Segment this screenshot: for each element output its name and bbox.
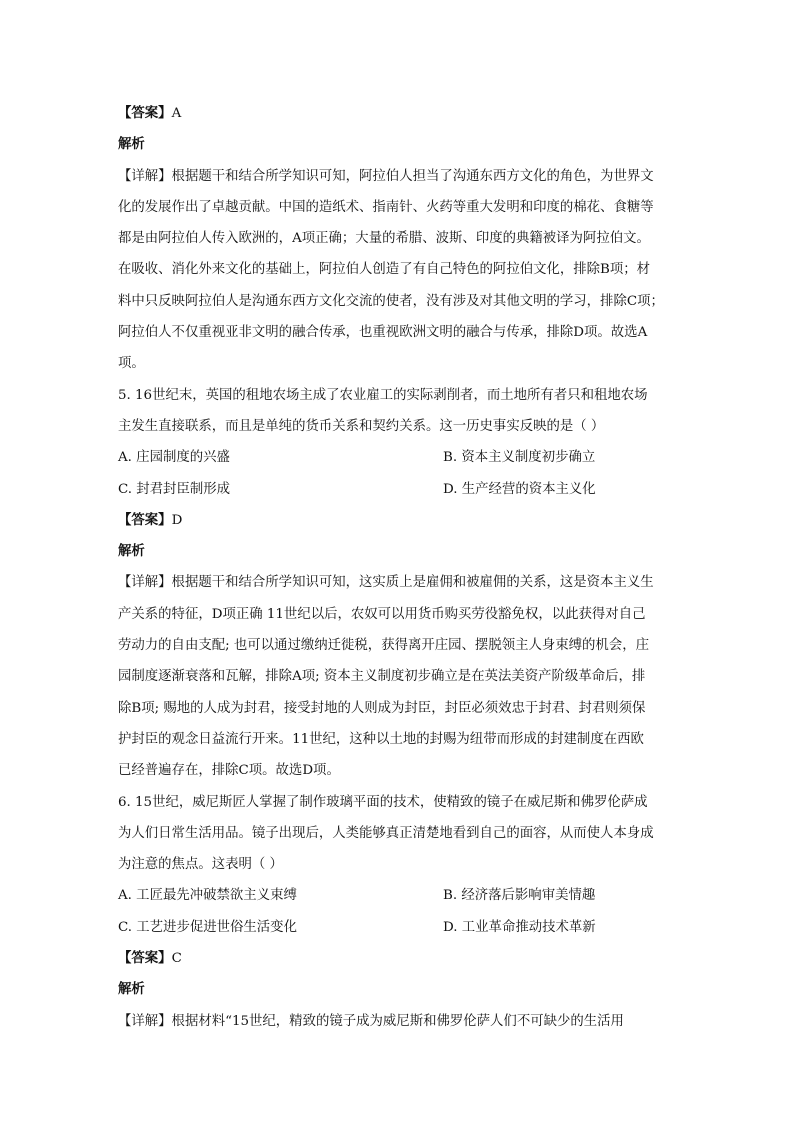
- options-row: [118, 880, 678, 911]
- detail-line: 在吸收、消化外来文化的基础上，阿拉伯人创造了有自己特色的阿拉伯文化，排除B项；材: [118, 262, 651, 278]
- answer-line: [118, 505, 678, 536]
- detail-line: 产关系的特征，D项正确 11世纪以后，农奴可以用货币购买劳役豁免权，以此获得对自己: [118, 606, 646, 622]
- document-page: [118, 98, 678, 1037]
- detail-line: 护封臣的观念日益流行开来。11世纪，这种以土地的封赐为纽带而形成的封建制度在西欧: [118, 731, 644, 747]
- question-5-line: 5. 16世纪末，英国的租地农场主成了农业雇工的实际剥削者，而土地所有者只和租地农场: [118, 387, 648, 403]
- answer-tag: 【答案】: [118, 950, 172, 967]
- answer-value: C: [171, 951, 182, 967]
- option-d: D. 生产经营的资本主义化: [443, 481, 596, 497]
- question-6-line: 为注意的焦点。这表明（ ）: [118, 857, 283, 873]
- detail-line: 【详解】根据题干和结合所学知识可知，阿拉伯人担当了沟通东西方文化的角色，为世界文: [118, 168, 654, 184]
- answer-tag: 【答案】: [118, 511, 172, 528]
- option-b: B. 资本主义制度初步确立: [443, 450, 596, 466]
- option-d: D. 工业革命推动技术革新: [443, 919, 596, 935]
- option-b: B. 经济落后影响审美情趣: [443, 888, 596, 904]
- answer-tag: 【答案】: [118, 105, 172, 121]
- detail-line: 都是由阿拉伯人传入欧洲的，A项正确；大量的希腊、波斯、印度的典籍被译为阿拉伯文。: [118, 231, 650, 247]
- detail-line: 【详解】根据题干和结合所学知识可知，这实质上是雇佣和被雇佣的关系，这是资本主义生: [118, 575, 654, 591]
- detail-line: 园制度逐渐衰落和瓦解，排除A项; 资本主义制度初步确立是在英法美资产阶级革命后，排: [118, 669, 646, 685]
- option-c: C. 封君封臣制形成: [118, 481, 231, 497]
- option-c: C. 工艺进步促进世俗生活变化: [118, 919, 297, 935]
- question-5-line: 主发生直接联系，而且是单纯的货币关系和契约关系。这一历史事实反映的是（ ）: [118, 418, 605, 434]
- analysis-heading: 解析: [118, 136, 145, 153]
- answer-value: A: [171, 106, 182, 121]
- question-6-line: 为人们日常生活用品。镜子出现后，人类能够真正清楚地看到自己的面容，从而使人本身成: [118, 825, 654, 841]
- detail-line: 劳动力的自由支配; 也可以通过缴纳迁徙税，获得离开庄园、摆脱领主人身束缚的机会，庄: [118, 638, 649, 654]
- detail-line: 【详解】根据材料“15世纪，精致的镜子成为威尼斯和佛罗伦萨人们不可缺少的生活用: [118, 1013, 624, 1029]
- detail-line: 阿拉伯人不仅重视亚非文明的融合传承，也重视欧洲文明的融合与传承，排除D项。故选A: [118, 325, 648, 341]
- analysis-heading: 解析: [118, 981, 145, 998]
- option-a: A. 工匠最先冲破禁欲主义束缚: [118, 888, 297, 904]
- options-row: [118, 474, 678, 505]
- analysis-heading: 解析: [118, 543, 145, 560]
- detail-line: 化的发展作出了卓越贡献。中国的造纸术、指南针、火药等重大发明和印度的棉花、食糖等: [118, 199, 654, 215]
- detail-line: 料中只反映阿拉伯人是沟通东西方文化交流的使者，没有涉及对其他文明的学习，排除C项；: [118, 293, 664, 309]
- question-6-line: 6. 15世纪，威尼斯匠人掌握了制作玻璃平面的技术，使精致的镜子在威尼斯和佛罗伦萨成: [118, 794, 648, 810]
- option-a: A. 庄园制度的兴盛: [118, 450, 230, 466]
- options-row: [118, 912, 678, 943]
- detail-line: 除B项; 赐地的人成为封君，接受封地的人则成为封臣，封臣必须效忠于封君、封君则须保: [118, 700, 646, 716]
- options-row: [118, 442, 678, 473]
- detail-line: 已经普遍存在，排除C项。故选D项。: [118, 763, 340, 779]
- answer-line: [118, 943, 678, 974]
- answer-line: [118, 98, 678, 129]
- detail-line: 项。: [118, 356, 145, 372]
- answer-value: D: [171, 512, 183, 528]
